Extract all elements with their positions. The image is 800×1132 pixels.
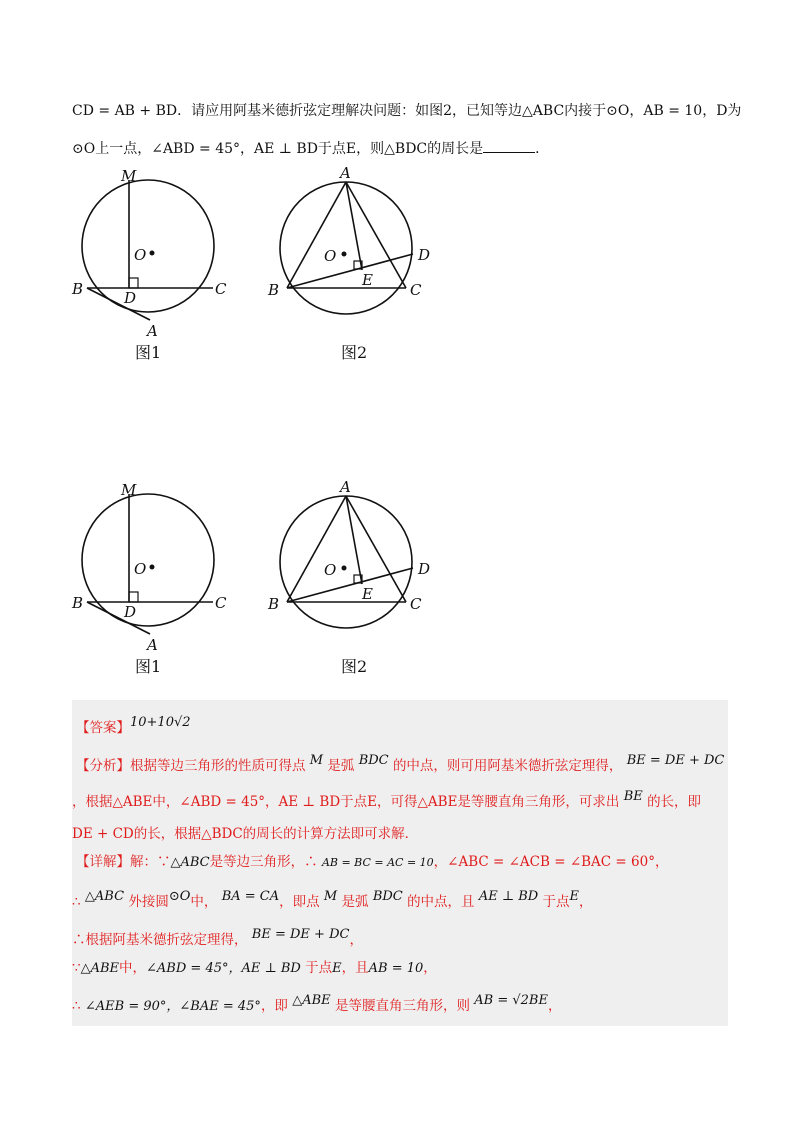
analysis-row-3: DE + CD的长，根据△BDC的周长的计算方法即可求解． — [72, 826, 419, 842]
analysis-math-be: BE — [623, 789, 643, 804]
fig2-caption-top: 图2 — [341, 343, 368, 362]
detail-text-2a: ∴ — [72, 894, 81, 910]
problem-line-2-text: ⊙O上一点，∠ABD = 45°，AE ⊥ BD于点E，则△BDC的周长是 — [72, 141, 484, 157]
problem-line-1: CD = AB + BD．请应用阿基米德折弦定理解决问题：如图2，已知等边△ABC内接于⊙O，AB = 10，D为 — [72, 103, 742, 119]
fig2b-label-a: A — [340, 478, 351, 496]
detail-text-2h: ， — [579, 894, 593, 910]
detail-math-tri: △ABC — [170, 855, 210, 870]
detail-text-4c: 于点 — [305, 960, 333, 976]
solution-panel — [72, 700, 728, 1026]
analysis-text-1b: 是弧 — [327, 758, 355, 774]
figure-1-top — [70, 168, 240, 338]
detail-row-2 — [72, 890, 593, 910]
detail-math-perp: AE ⊥ BD — [478, 889, 539, 904]
detail-math-eq-4: ∠ABD = 45°，AE ⊥ BD — [146, 961, 301, 976]
analysis-row-1 — [76, 754, 724, 774]
analysis-math-m: M — [309, 753, 324, 768]
fig2b-label-b: B — [268, 595, 280, 613]
fig1-caption-bottom: 图1 — [135, 657, 162, 676]
fig1-label-b: B — [72, 280, 84, 298]
fig2-label-o: O — [324, 247, 337, 265]
detail-text-5a: ∴ — [72, 998, 81, 1014]
detail-math-arcs: BA = CA — [221, 889, 280, 904]
detail-math-tri-2: △ABC — [84, 889, 125, 904]
detail-text-4b: 中， — [119, 960, 147, 976]
detail-text-2e: 是弧 — [341, 894, 369, 910]
problem-line-2-end: ． — [535, 141, 550, 157]
detail-math-tri-4: △ABE — [80, 961, 120, 976]
fig2-label-b: B — [268, 281, 280, 299]
figure-1-bottom — [70, 482, 240, 652]
figure-2-top — [260, 162, 440, 342]
detail-text-2g: 于点 — [542, 894, 570, 910]
analysis-text-1a: 根据等边三角形的性质可得点 — [130, 758, 306, 774]
answer-blank — [483, 138, 535, 153]
detail-text-5b: ，即 — [260, 998, 288, 1014]
answer-value: 10+10√2 — [130, 715, 191, 730]
detail-math-eq2-5: AB = √2BE — [474, 993, 548, 1008]
detail-text-2d: ，即点 — [279, 894, 320, 910]
fig1b-label-m: M — [121, 482, 137, 499]
fig1-label-a: A — [147, 322, 158, 338]
fig2-label-e: E — [362, 271, 373, 289]
detail-text-1b: 是等边三角形，∴ — [209, 854, 318, 870]
detail-text-4a: ∵ — [72, 960, 81, 976]
fig2b-label-d: D — [418, 560, 431, 578]
fig1-label-m: M — [121, 168, 137, 185]
detail-text-2b: 外接圆 — [128, 894, 169, 910]
detail-text-2f: 的中点，且 — [407, 894, 475, 910]
detail-math-m: M — [323, 889, 338, 904]
detail-text-1a: 解：∵ — [130, 854, 171, 870]
fig2-label-c: C — [410, 281, 422, 299]
fig2-caption-bottom: 图2 — [341, 657, 368, 676]
detail-tag: 【详解】 — [76, 854, 130, 870]
fig2-label-d: D — [418, 246, 431, 264]
analysis-text-1c: 的中点，则可用阿基米德折弦定理得， — [392, 758, 623, 774]
figure-2-bottom — [260, 476, 440, 656]
detail-math-eq: AB = BC = AC = 10 — [321, 856, 434, 869]
analysis-text-2a: ，根据△ABE中，∠ABD = 45°，AE ⊥ BD于点E，可得△ABE是等腰直角三角形，可求出 — [72, 794, 620, 810]
fig1b-label-b: B — [72, 594, 84, 612]
detail-text-4d: ，且 — [341, 960, 369, 976]
analysis-math-arc: BDC — [358, 753, 389, 768]
detail-row-5 — [72, 994, 561, 1014]
analysis-row-2 — [72, 790, 701, 810]
answer-tag: 【答案】 — [76, 720, 130, 736]
problem-statement — [72, 92, 742, 168]
detail-text-4e: ， — [423, 960, 437, 976]
fig1b-label-d: D — [124, 603, 137, 621]
detail-math-e: E — [569, 889, 580, 904]
detail-text-5c: 是等腰直角三角形，则 — [334, 998, 470, 1014]
detail-math-ab: AB = 10 — [368, 961, 424, 976]
fig1-caption-top: 图1 — [135, 343, 162, 362]
detail-math-tri-5: △ABE — [292, 993, 331, 1008]
detail-text-5d: ， — [547, 998, 562, 1014]
analysis-math-eq: BE = DE + DC — [626, 753, 725, 768]
detail-text-3b: ， — [349, 932, 363, 948]
fig1-label-o: O — [134, 246, 147, 264]
fig2b-label-c: C — [410, 595, 422, 613]
analysis-text-2b: 的长，即 — [647, 794, 702, 810]
analysis-tag: 【分析】 — [76, 758, 130, 774]
detail-math-e-4: E — [332, 961, 342, 976]
detail-row-3 — [72, 928, 363, 948]
fig2b-label-e: E — [362, 585, 373, 603]
answer-row — [76, 716, 191, 736]
fig1b-label-o: O — [134, 560, 147, 578]
detail-row-1 — [76, 850, 668, 870]
fig1b-label-c: C — [215, 594, 227, 612]
detail-row-4 — [72, 956, 437, 976]
detail-math-circle: ⊙O — [168, 889, 191, 904]
fig1b-label-a: A — [147, 636, 158, 652]
detail-text-1c: ，∠ABC = ∠ACB = ∠BAC = 60°， — [433, 854, 669, 870]
detail-text-3a: ∴根据阿基米德折弦定理得， — [72, 932, 248, 948]
detail-math-eq-5: ∠AEB = 90°，∠BAE = 45° — [84, 999, 261, 1014]
fig2-label-a: A — [340, 164, 351, 182]
fig2b-label-o: O — [324, 561, 337, 579]
detail-text-2c: 中， — [190, 894, 218, 910]
fig1-label-c: C — [215, 280, 227, 298]
detail-math-arc: BDC — [372, 889, 403, 904]
detail-math-eq-3: BE = DE + DC — [251, 927, 350, 942]
fig1-label-d: D — [124, 289, 137, 307]
